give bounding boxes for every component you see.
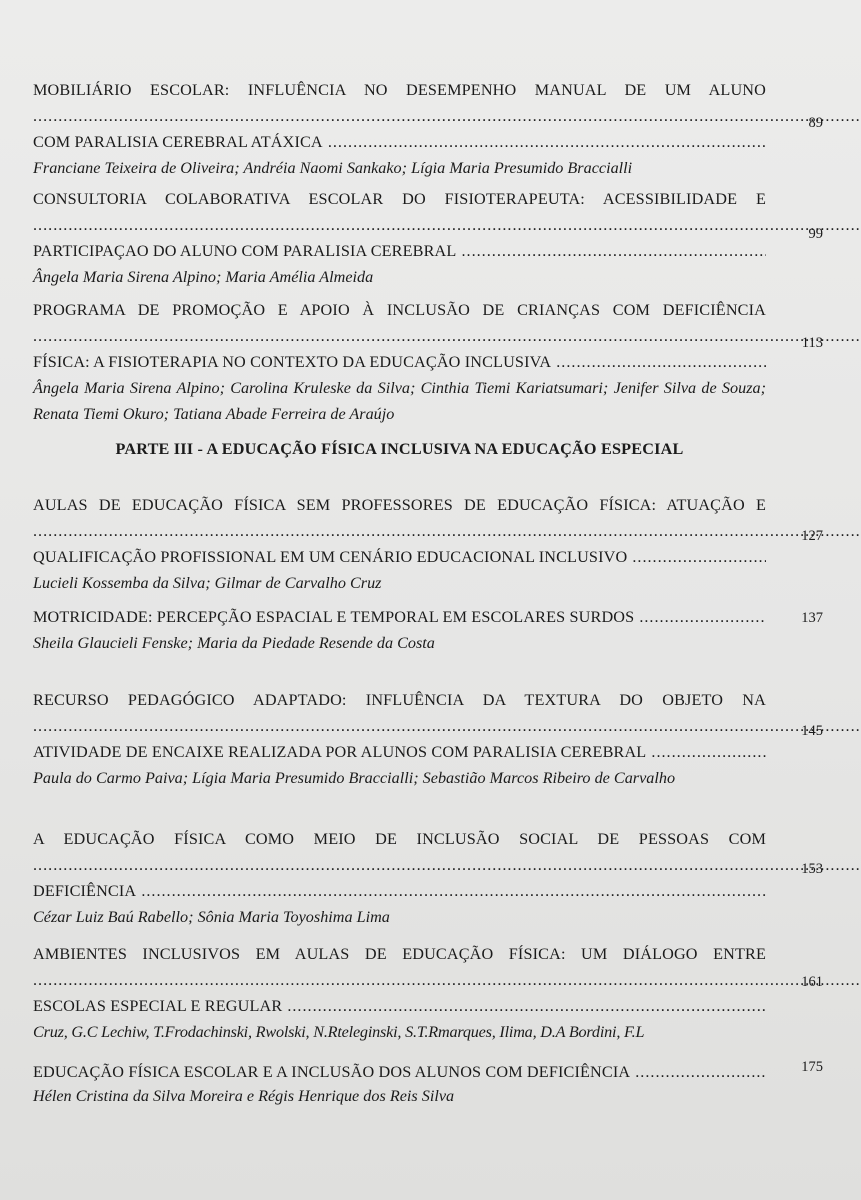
toc-entry[interactable]: [33, 604, 823, 656]
entry-title-line: AMBIENTES INCLUSIVOS EM AULAS DE EDUCAÇÃO FÍSICA: UM DIÁLOGO ENTRE .....: [33, 941, 766, 993]
entry-title-line: PROGRAMA DE PROMOÇÃO E APOIO À INCLUSÃO DE CRIANÇAS COM DEFICIÊNCIA .....: [33, 297, 766, 349]
entry-page-number: 145: [801, 723, 823, 739]
section-heading: PARTE III - A EDUCAÇÃO FÍSICA INCLUSIVA NA EDUCAÇÃO ESPECIAL: [115, 440, 684, 458]
entry-title-line: AULAS DE EDUCAÇÃO FÍSICA SEM PROFESSORES DE EDUCAÇÃO FÍSICA: ATUAÇÃO E .....: [33, 492, 766, 544]
entry-authors: Lucieli Kossemba da Silva; Gilmar de Carvalho Cruz: [33, 574, 382, 592]
entry-authors: Hélen Cristina da Silva Moreira e Régis Henrique dos Reis Silva: [33, 1087, 455, 1105]
toc-entry[interactable]: [33, 186, 823, 290]
entry-title: [33, 604, 766, 630]
entry-title-last-line: EDUCAÇÃO FÍSICA ESCOLAR E A INCLUSÃO DOS ALUNOS COM DEFICIÊNCIA .....: [33, 1059, 766, 1085]
entry-title-last-line: ATIVIDADE DE ENCAIXE REALIZADA POR ALUNOS COM PARALISIA CEREBRAL .....: [33, 739, 766, 765]
toc-entry[interactable]: [33, 941, 823, 1045]
entry-page-number: 161: [801, 974, 823, 990]
entry-page-number: 175: [801, 1059, 823, 1075]
entry-title-line: MOBILIÁRIO ESCOLAR: INFLUÊNCIA NO DESEMPENHO MANUAL DE UM ALUNO .....: [33, 77, 766, 129]
entry-title: [33, 492, 766, 570]
entry-page-number: 153: [801, 861, 823, 877]
entry-title-last-line: COM PARALISIA CEREBRAL ATÁXICA .....: [33, 129, 766, 155]
entry-title-last-line: QUALIFICAÇÃO PROFISSIONAL EM UM CENÁRIO EDUCACIONAL INCLUSIVO .....: [33, 544, 766, 570]
toc-entry[interactable]: [33, 77, 823, 181]
toc-entry[interactable]: [33, 1059, 823, 1107]
entry-page-number: 137: [801, 610, 823, 626]
entry-page-number: 113: [801, 335, 823, 351]
entry-title: [33, 687, 766, 765]
entry-authors: Franciane Teixeira de Oliveira; Andréia Naomi Sankako; Lígia Maria Presumido Braccialli: [33, 159, 633, 177]
entry-title-last-line: ESCOLAS ESPECIAL E REGULAR .....: [33, 993, 766, 1019]
entry-title: [33, 186, 766, 264]
entry-title: [33, 941, 766, 1019]
entry-title-last-line: PARTICIPAÇAO DO ALUNO COM PARALISIA CEREBRAL .....: [33, 238, 766, 264]
entry-title-line: CONSULTORIA COLABORATIVA ESCOLAR DO FISIOTERAPEUTA: ACESSIBILIDADE E .....: [33, 186, 766, 238]
entry-authors: Sheila Glaucieli Fenske; Maria da Piedade Resende da Costa: [33, 634, 435, 652]
entry-title: [33, 1059, 766, 1085]
entry-authors: Ângela Maria Sirena Alpino; Maria Amélia Almeida: [33, 268, 374, 286]
entry-page-number: 89: [808, 115, 823, 131]
entry-authors: Cézar Luiz Baú Rabello; Sônia Maria Toyoshima Lima: [33, 908, 390, 926]
entry-authors: Paula do Carmo Paiva; Lígia Maria Presumido Braccialli; Sebastião Marcos Ribeiro de Carvalho: [33, 769, 676, 787]
toc-entry[interactable]: [33, 297, 823, 427]
entry-title: [33, 826, 766, 904]
toc-entry[interactable]: [33, 492, 823, 596]
entry-title: [33, 77, 766, 155]
entry-title-last-line: DEFICIÊNCIA .....: [33, 878, 766, 904]
entry-title-line: A EDUCAÇÃO FÍSICA COMO MEIO DE INCLUSÃO SOCIAL DE PESSOAS COM .....: [33, 826, 766, 878]
toc-entry[interactable]: [33, 687, 823, 791]
entry-title: [33, 297, 766, 375]
entry-authors: Cruz, G.C Lechiw, T.Frodachinski, Rwolski, N.Rteleginski, S.T.Rmarques, Ilima, D.A Bordini, F.L: [33, 1023, 645, 1041]
entry-authors: Ângela Maria Sirena Alpino; Carolina Kruleske da Silva; Cinthia Tiemi Kariatsumari; Jenifer Silva de Souza; Renata Tiemi Okuro; Tatiana Abade Ferreira de Araújo: [33, 379, 766, 423]
toc-entry[interactable]: [33, 826, 823, 930]
entry-page-number: 99: [808, 226, 823, 242]
entry-page-number: 127: [801, 528, 823, 544]
entry-title-last-line: MOTRICIDADE: PERCEPÇÃO ESPACIAL E TEMPORAL EM ESCOLARES SURDOS .....: [33, 604, 766, 630]
entry-title-last-line: FÍSICA: A FISIOTERAPIA NO CONTEXTO DA EDUCAÇÃO INCLUSIVA .....: [33, 349, 766, 375]
entry-title-line: RECURSO PEDAGÓGICO ADAPTADO: INFLUÊNCIA DA TEXTURA DO OBJETO NA .....: [33, 687, 766, 739]
